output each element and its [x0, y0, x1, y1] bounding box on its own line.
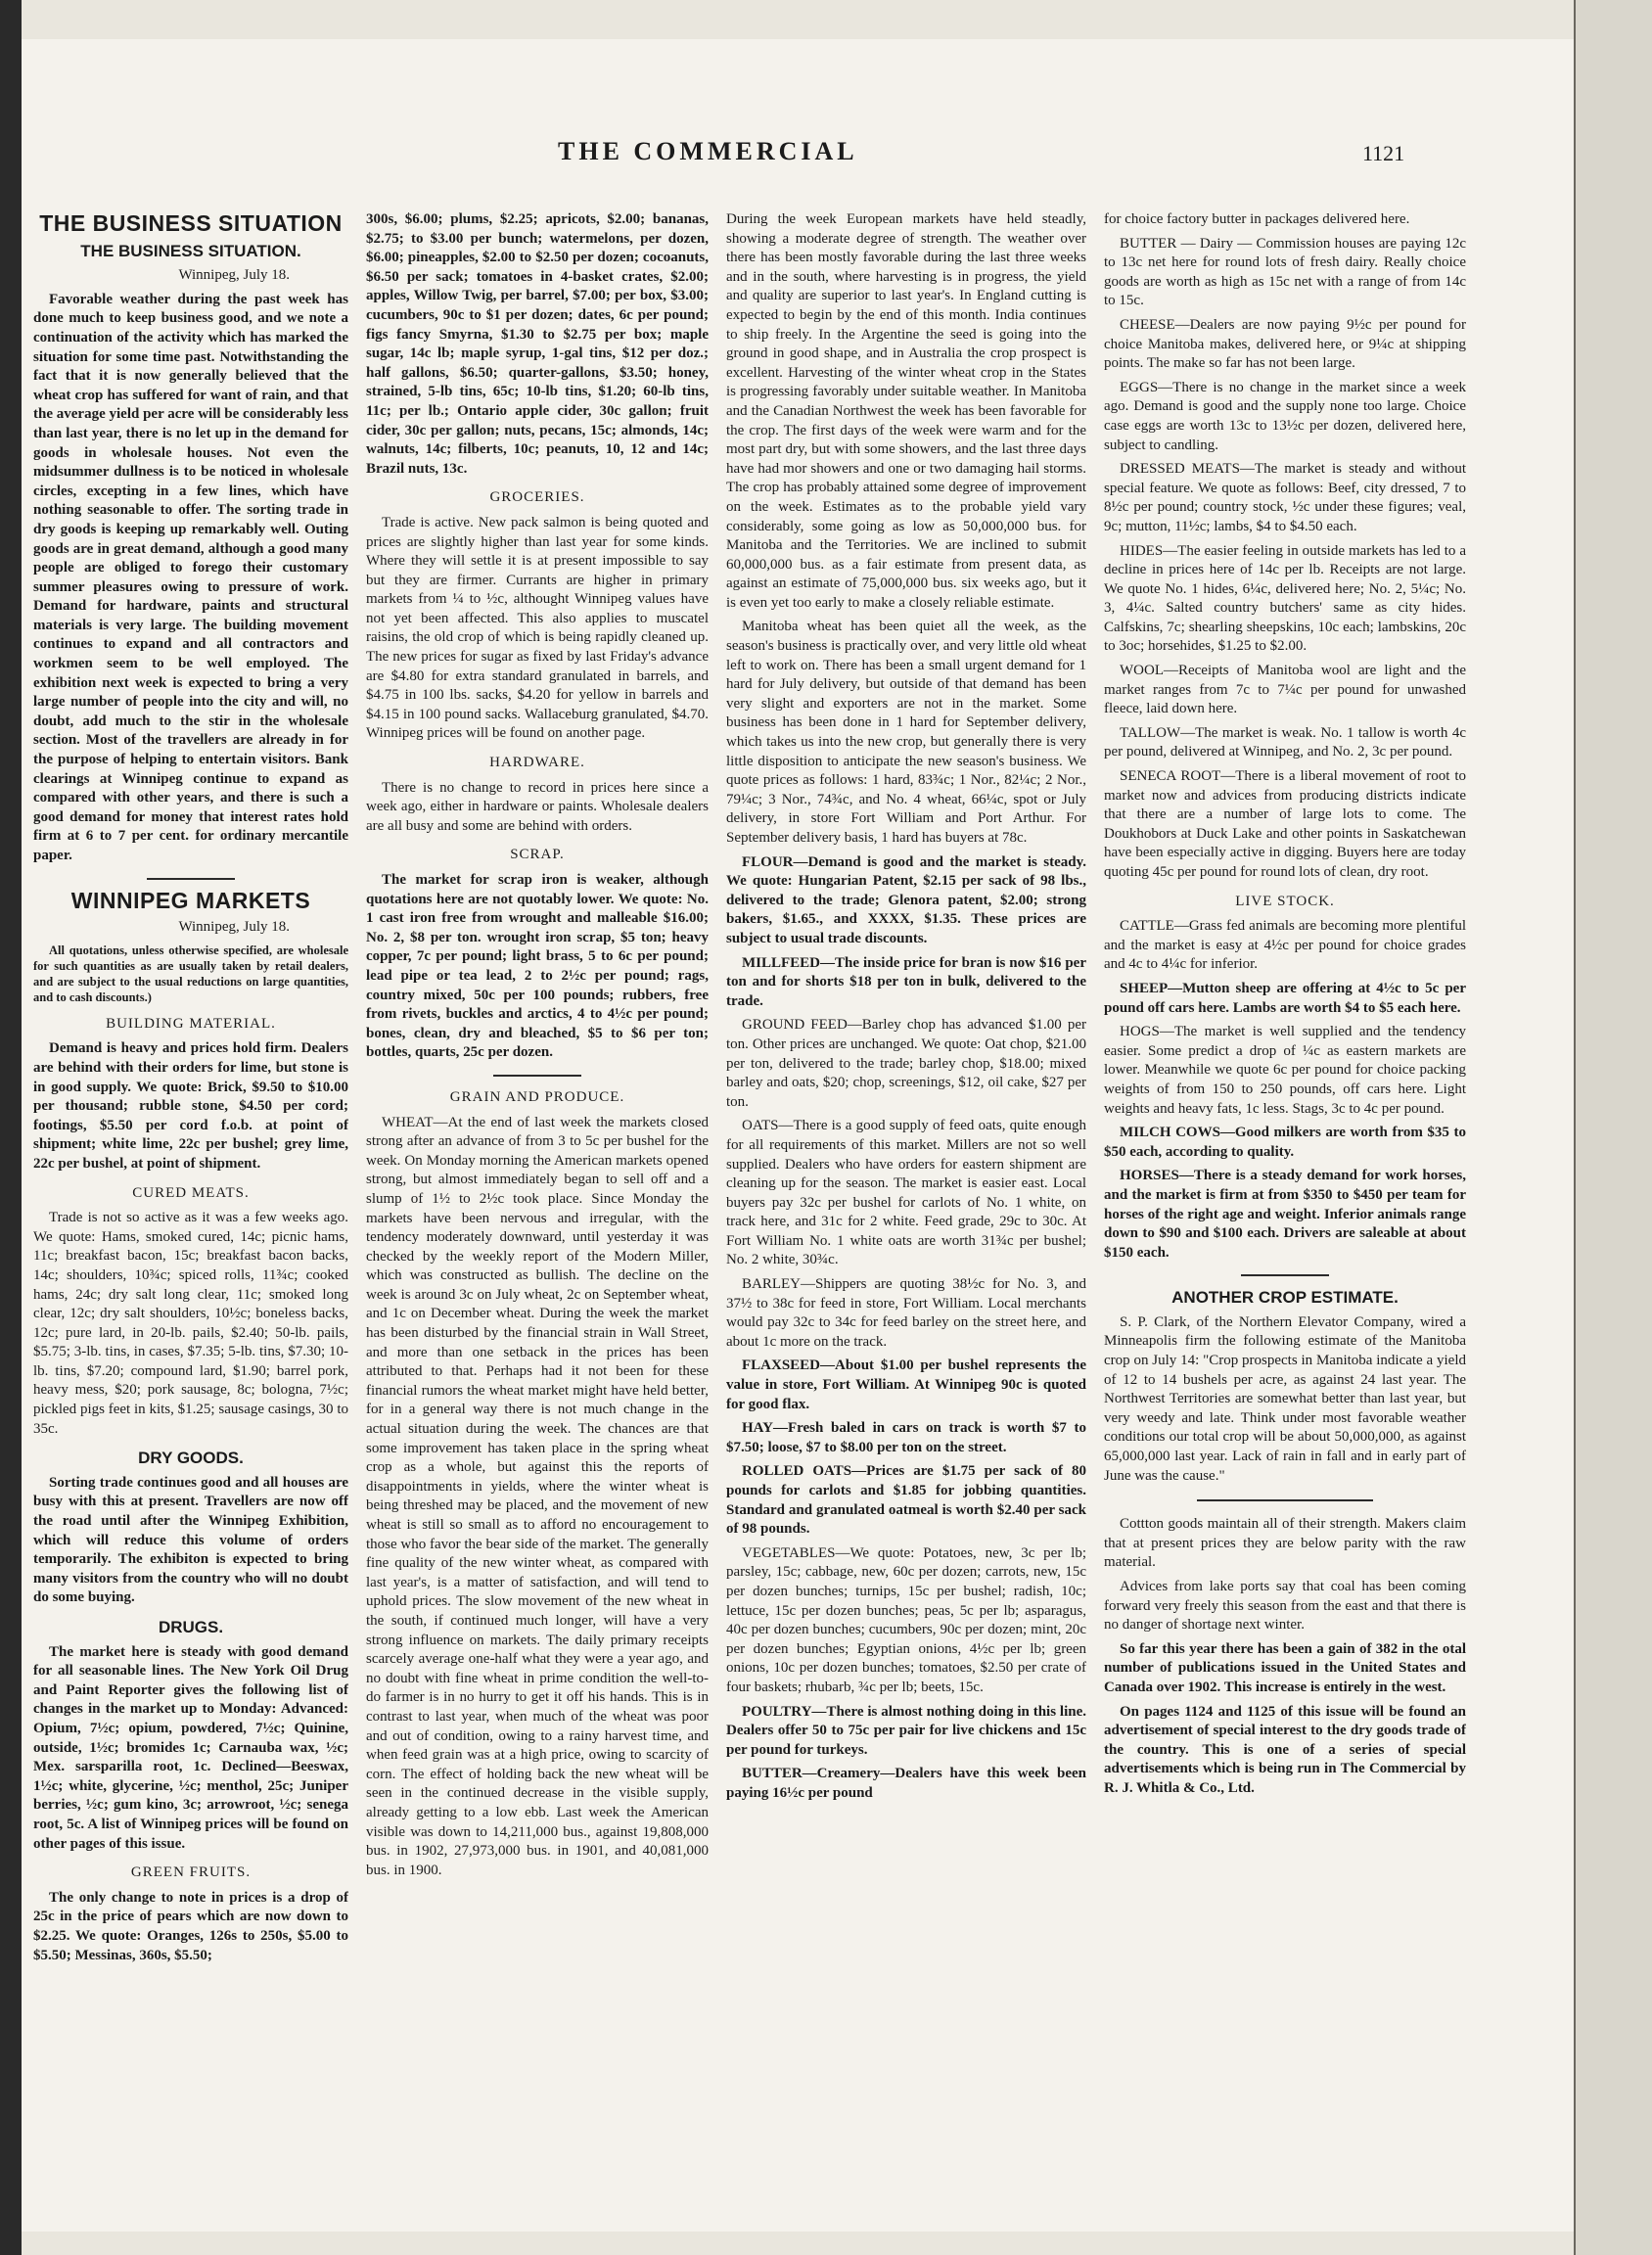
divider [1197, 1499, 1373, 1501]
article-paragraph: The only change to note in prices is a drop of 25c in the price of pears which are now down to $2.25. We quote: Oranges, 126s to 250s, $5.00 to $5.50; Messinas, 360s, $5.50; [33, 1889, 348, 1963]
subheading-building-material: BUILDING MATERIAL. [106, 1015, 276, 1032]
divider [493, 1075, 581, 1077]
article-paragraph: WHEAT—At the end of last week the markets closed strong after an advance of from 3 to 5c per bushel for the week. On Monday morning the American markets opened strong, but almost immediately began to sell off and a slump of 1½ to 2½c took place. Since Monday the markets have been nervous and irregular, with the tendency moderately downward, until yesterday it was checked by the weekly report of the Modern Miller, which was constructed as bullish. The decline on the week is around 3c on July wheat, 2c on September wheat, and 1c on December wheat. During the week the market has been disturbed by the financial strain in Wall Street, and more than one setback in the prices has been attributed to that. Perhaps had it not been for these financial rumors the wheat market might have held better, for in a general way there is not much change in the actual situation during the week. The chances are that some improvement has taken place in the spring wheat crop as a whole, but against this the reports of disappointments in yields, where the winter wheat is being threshed may be placed, and the movement of new wheat is still so small as to afford no encouragement to those who favor the bear side of the market. The generally fine quality of the new winter wheat, as compared with last year's, is a matter of satisfaction, and will tend to uphold prices. The slow movement of the new wheat in the south, if continued much longer, will have a very strong influence on markets. The daily primary receipts scarcely average one-half what they were a year ago, and no doubt with fine wheat in prime condition the well-to-do farmer is in no hurry to get it off his hands. This is in contrast to last year, when much of the wheat was poor and out of condition, owing to a rainy harvest time, and when feed grain was at a high price, owing to scarcity of corn. The effect of holding back the new wheat will be seen in the continued decrease in the visible supply, already getting to a low ebb. Last week the American visible was down to 14,211,000 bus., against 19,808,000 bus. in 1902, 27,973,000 bus. in 1901, and 40,081,000 bus. in 1900. [366, 1114, 709, 1878]
article-paragraph: BUTTER—Creamery—Dealers have this week been paying 16½c per pound [726, 1766, 1086, 1801]
article-paragraph: CATTLE—Grass fed animals are becoming more plentiful and the market is easy at 4½c per pound for choice grades and 4c to 4¼c for inferior. [1104, 918, 1466, 973]
article-paragraph: BARLEY—Shippers are quoting 38½c for No. 3, and 37½ to 38c for feed in store, Fort William. Local merchants would pay 32c to 34c for feed barley on the street here, and about 1c more on the track. [726, 1276, 1086, 1350]
article-paragraph: HIDES—The easier feeling in outside markets has led to a decline in prices here of 14c per lb. Receipts are not large. We quote No. 1 hides, 6¼c, delivered here; No. 2, 5¼c; No. 3, 4¼c. Salted country butchers' same as city hides. Calfskins, 7c; shearling sheepskins, 10c each; lambskins, 20c to 3oc; horsehides, $1.25 to $2.00. [1104, 542, 1466, 655]
column-4 [1104, 210, 1466, 2212]
article-paragraph: ROLLED OATS—Prices are $1.75 per sack of 80 pounds for carlots and $1.85 for jobbing quantities. Standard and granulated oatmeal is worth $2.40 per sack of 98 pounds. [726, 1463, 1086, 1538]
subheading-drugs: DRUGS. [158, 1618, 224, 1636]
subheading-scrap: SCRAP. [510, 847, 565, 863]
divider [1241, 1274, 1329, 1276]
article-paragraph: 300s, $6.00; plums, $2.25; apricots, $2.00; bananas, $2.75; to $3.00 per bunch; watermelons, per dozen, $6.00; pineapples, $2.00 to $2.50 per dozen; cocoanuts, $6.50 per sack; tomatoes in 4-basket crates, $2.00; apples, Willow Twig, per barrel, $7.00; per box, $3.00; cucumbers, 90c to $1 per dozen; dates, 6c per pound; figs fancy Smyrna, $1.30 to $2.75 per box; maple sugar, 14c lb; maple syrup, 1-gal tins, $12 per doz.; half gallons, $6.50; quarter-gallons, $3.50; honey, strained, 5-lb tins, 65c; 10-lb tins, $1.20; 60-lb tins, 11c; per lb.; Ontario apple cider, 30c gallon; fruit cider, 30c per gallon; nuts, pecans, 15c; almonds, 14c; walnuts, 14c; filberts, 10c; peanuts, 10, 12 and 14c; Brazil nuts, 13c. [366, 211, 709, 477]
scanned-page-edge [0, 0, 22, 2255]
article-paragraph: On pages 1124 and 1125 of this issue will be found an advertisement of special interest to the dry goods trade of the country. This is one of a series of special advertisements which is being run in The Commercial by R. J. Whitla & Co., Ltd. [1104, 1703, 1466, 1796]
page-number: 1121 [1362, 141, 1405, 165]
article-paragraph: POULTRY—There is almost nothing doing in this line. Dealers offer 50 to 75c per pair for live chickens and 15c per pound for turkeys. [726, 1703, 1086, 1758]
article-paragraph: The market here is steady with good demand for all seasonable lines. The New York Oil Drug and Paint Reporter gives the following list of changes in the market up to Monday: Advanced: Opium, 7½c; opium, powdered, 7½c; Quinine, outside, 1½c; bromides 1c; Carnauba wax, ½c; Mex. sarsparilla root, 1c. Declined—Beeswax, 1½c; white, glycerine, ½c; menthol, 25c; Juniper berries, ½c; gum kino, 3c; arrowroot, ½c; senega root, 5c. A list of Winnipeg prices will be found on other pages of this issue. [33, 1643, 348, 1852]
article-paragraph: FLOUR—Demand is good and the market is steady. We quote: Hungarian Patent, $2.15 per sack of 98 lbs., delivered to the trade; Glenora patent, $2.00; strong bakers, $1.65., and XXXX, $1.35. These prices are subject to usual trade discounts. [726, 853, 1086, 946]
dateline: Winnipeg, July 18. [178, 267, 290, 284]
divider [147, 878, 235, 880]
column-1 [33, 210, 348, 2212]
article-paragraph: Cottton goods maintain all of their strength. Makers claim that at present prices they are below parity with the raw material. [1104, 1516, 1466, 1571]
quotation-note: All quotations, unless otherwise specified, are wholesale for such quantities as are usually taken by retail dealers, and are subject to the usual reductions on large quantities, and to cash discounts.) [33, 943, 348, 1004]
subheading-cured-meats: CURED MEATS. [132, 1184, 250, 1201]
column-2 [366, 210, 709, 2212]
article-paragraph: EGGS—There is no change in the market since a week ago. Demand is good and the supply none too large. Choice case eggs are worth 13c to 13½c per dozen, delivered here, subject to candling. [1104, 379, 1466, 453]
article-paragraph: CHEESE—Dealers are now paying 9½c per pound for choice Manitoba makes, delivered here, or 9¼c at shipping points. The make so far has not been large. [1104, 316, 1466, 372]
subheading-dry-goods: DRY GOODS. [138, 1449, 244, 1468]
running-header [22, 137, 1574, 176]
column-3 [726, 210, 1086, 2212]
section-heading-business: THE BUSINESS SITUATION [39, 210, 343, 236]
section-heading-markets: WINNIPEG MARKETS [70, 887, 311, 913]
article-paragraph: FLAXSEED—About $1.00 per bushel represents the value in store, Fort William. At Winnipeg 90c is quoted for good flax. [726, 1358, 1086, 1412]
publication-title: THE COMMERCIAL [558, 137, 858, 165]
article-paragraph: for choice factory butter in packages delivered here. [1104, 211, 1410, 227]
binding-margin [1574, 0, 1652, 2255]
newspaper-page [22, 39, 1574, 2232]
article-paragraph: SHEEP—Mutton sheep are offering at 4½c to 5c per pound off cars here. Lambs are worth $4 to $5 each here. [1104, 980, 1466, 1016]
subheading-live-stock: LIVE STOCK. [1235, 893, 1335, 909]
article-paragraph: GROUND FEED—Barley chop has advanced $1.00 per ton. Other prices are unchanged. We quote: Oat chop, $21.00 per ton, delivered to the trade; barley chop, $18.00; mixed barley and oats, $20; chop, screenings, $12, oil cake, $27 per ton. [726, 1017, 1086, 1110]
article-paragraph: Manitoba wheat has been quiet all the week, as the season's business is practically over, and very little old wheat left to work on. There has been a small urgent demand for 1 hard for July delivery, but outside of that demand has been very slight and exporters are not in the market. Some business has been done in 1 hard for September delivery, which takes us into the new crop, but generally there is very little disposition to anticipate the new season's business. We quote prices as follows: 1 hard, 83¾c; 1 Nor., 82¼c; 2 Nor., 79¼c; 3 Nor., 74¾c, and No. 4 wheat, 66¼c, spot or July delivery, in store Fort William and Port Arthur. For September delivery basis, 1 hard has buyers at 78c. [726, 619, 1086, 846]
article-paragraph: DRESSED MEATS—The market is steady and without special feature. We quote as follows: Beef, city dressed, 7 to 8½c per pound; country stock, ½c under these figures; veal, 9c; mutton, 11½c; lambs, $4 to $4.50 each. [1104, 461, 1466, 534]
subheading-green-fruits: GREEN FRUITS. [130, 1864, 252, 1881]
subheading-grain-produce: GRAIN AND PRODUCE. [449, 1088, 625, 1105]
article-paragraph: Favorable weather during the past week has done much to keep business good, and we note a continuation of the activity which has marked the situation for some time past. Notwithstanding the fact that it is now generally believed that the wheat crop has suffered for want of rain, and that the average yield per acre will be considerably less than last year, there is no let up in the demand for goods in wholesale houses. Not even the midsummer dullness is to be noticed in wholesale circles, excepting in a few lines, which have nothing seasonable to offer. The sorting trade in dry goods is keeping up remarkably well. Outing goods are in great demand, although a good many people are obliged to forego their customary summer pleasures owing to pressure of work. Demand for hardware, paints and structural materials is very large. The building movement continues to expand and all contractors and workmen seem to be well employed. The exhibition next week is expected to bring a very large number of people into the city and will, no doubt, add much to the stir in the wholesale section. Most of the travellers are already in for the purpose of helping to entertain visitors. Bank clearings at Winnipeg continue to expand as compared with other years, and there is such a good demand for money that interest rates hold firm at 6 to 7 per cent. for ordinary mercantile paper. [33, 291, 348, 863]
dateline: Winnipeg, July 18. [178, 919, 290, 936]
article-paragraph: MILLFEED—The inside price for bran is now $16 per ton and for shorts $18 per ton in bulk, delivered to the trade. [726, 954, 1086, 1009]
article-paragraph: SENECA ROOT—There is a liberal movement of root to market now and advices from producing districts indicate that there are a number of large lots to come. The Doukhobors at Duck Lake and other points in Saskatchewan have been especially active in digging. Buyers here are today quoting 45c per pound for round lots of clean, dry root. [1104, 768, 1466, 880]
article-paragraph: S. P. Clark, of the Northern Elevator Company, wired a Minneapolis firm the following estimate of the Manitoba crop on July 14: "Crop prospects in Manitoba indicate a yield of 12 to 14 bushels per acre, as against 24 last year. The Northwest Territories are somewhat better than last year, but very weedy and late. Think under most favorable weather conditions our total crop will be about 50,000,000, as against 65,000,000 last year. Lack of rain in fall and in early part of June was the cause." [1104, 1313, 1466, 1484]
article-paragraph: WOOL—Receipts of Manitoba wool are light and the market ranges from 7c to 7¼c per pound for unwashed fleece, laid down here. [1104, 663, 1466, 717]
article-paragraph: BUTTER — Dairy — Commission houses are paying 12c to 13c net here for round lots of fresh dairy. Really choice goods are worth as high as 15c net with a range of from 14c to 15c. [1104, 235, 1466, 309]
subheading-groceries: GROCERIES. [489, 489, 585, 506]
subheading-another-crop-estimate: ANOTHER CROP ESTIMATE. [1171, 1288, 1399, 1308]
article-paragraph: During the week European markets have held steadly, showing a moderate degree of strength. The weather over there has been mostly favorable during the last three weeks and in the south, where harvesting is in progress, the yield and quality are superior to last year's. In England cutting is expected to begin by the end of this month. India continues to ship freely. In the Argentine the seed is going into the ground in good shape, and in Australia the crop prospect is excellent. Harvesting of the winter wheat crop in the States is progressing favorably under suitable weather. In Manitoba and the Canadian Northwest the week has been favorable for the crop. The first days of the week were warm and for the most part dry, but with some showers, and the last three days have had mor showers and one or two damaging hail storms. The crop has probably attained some degree of improvement on the week. Estimates as to the probable yield vary considerably, some going as low as 50,000,000 bus. for Manitoba and the Territories. We are inclined to submit 60,000,000 bus. as a fair estimate from present data, as against an estimate of 75,000,000 bus. six weeks ago, but it is even yet too early to make a closely reliable estimate. [726, 211, 1086, 611]
article-paragraph: The market for scrap iron is weaker, although quotations here are not quotably lower. We quote: No. 1 cast iron free from wrought and malleable $16.00; No. 2, $8 per ton. wrought iron scrap, $5 ton; heavy copper, 7c per pound; light brass, 5 to 6c per pound; lead pipe or tea lead, 2 to 2½c per pound; rags, country mixed, 50c per 100 pounds; rubbers, free from rivets, buckles and arctics, 4 to 4½c per pound; bones, clean, dry and bleached, $5 to $6 per ton; bottles, quarts, 25c per dozen. [366, 872, 709, 1061]
article-paragraph: OATS—There is a good supply of feed oats, quite enough for all requirements of this market. Millers are not so well supplied. Dealers who have orders for eastern shipment are cleaning up for the season. The market is easier east. Local buyers pay 32c per bushel for carlots of No. 1 white, on track here, and 31c for 2 white. Feed grade, 29c to 30c. At Fort William No. 1 white oats are worth 31¾c per bushel; No. 2 white, 30¾c. [726, 1118, 1086, 1268]
article-paragraph: So far this year there has been a gain of 382 in the otal number of publications issued in the United States and Canada over 1902. This increase is entirely in the west. [1104, 1640, 1466, 1695]
subheading-hardware: HARDWARE. [489, 755, 585, 771]
article-paragraph: HOGS—The market is well supplied and the tendency easier. Some predict a drop of ¼c as eastern markets are lower. Meanwhile we quote 6c per pound for choice packing weights of from 150 to 250 pounds, off cars here. Light weights and heavy fats, 1c less. Stags, 3c to 4c per pound. [1104, 1024, 1466, 1117]
article-paragraph: There is no change to record in prices here since a week ago, either in hardware or paints. Wholesale dealers are all busy and some are behind with orders. [366, 779, 709, 834]
article-paragraph: MILCH COWS—Good milkers are worth from $35 to $50 each, according to quality. [1104, 1125, 1466, 1160]
article-paragraph: Advices from lake ports say that coal has been coming forward very freely this season from the east and that there is no danger of shortage next winter. [1104, 1579, 1466, 1634]
article-paragraph: Demand is heavy and prices hold firm. Dealers are behind with their orders for lime, but stone is in good supply. We quote: Brick, $9.50 to $10.00 per thousand; rubble stone, $4.50 per cord; footings, $5.50 per cord f.o.b. at point of shipment; white lime, 22c per bushel; grey lime, 22c per bushel, at point of shipment. [33, 1040, 348, 1172]
article-paragraph: Trade is active. New pack salmon is being quoted and prices are slightly higher than last year for some kinds. Where they will settle it is at present impossible to say but they are firmer. Currants are higher in primary markets from ¼ to ½c, althought Winnipeg values have not yet been affected. This also applies to muscatel raisins, the old crop of which is being rapidly cleaned up. The new prices for sugar as fixed by last Friday's advance are $4.80 for extra standard granulated in barrels, and $4.75 in 100 lbs. sacks, $4.20 for yellow in barrels and $4.15 in 100 pound sacks. Wallaceburg granulated, $4.70. Winnipeg prices will be found on another page. [366, 514, 709, 742]
subheading-business: THE BUSINESS SITUATION. [80, 241, 301, 260]
article-paragraph: HORSES—There is a steady demand for work horses, and the market is firm at from $350 to $450 per team for horses of the right age and weight. Inferior animals range down to $90 and $100 each. Drivers are saleable at about $150 each. [1104, 1168, 1466, 1261]
article-paragraph: Sorting trade continues good and all houses are busy with this at present. Travellers are now off the road until after the Winnipeg Exhibition, which will reduce this volume of orders temporarily. The exhibiton is expected to bring many visitors from the country who will no doubt do some buying. [33, 1474, 348, 1606]
article-paragraph: TALLOW—The market is weak. No. 1 tallow is worth 4c per pound, delivered at Winnipeg, and No. 2, 3c per pound. [1104, 724, 1466, 760]
article-paragraph: Trade is not so active as it was a few weeks ago. We quote: Hams, smoked cured, 14c; picnic hams, 11c; breakfast bacon, 15c; breakfast bacon backs, 14c; shoulders, 10¾c; spiced rolls, 11¾c; cooked hams, 24c; dry salt long clear, 11c; smoked long clear, 12c; dry salt shoulders, 10½c; boneless backs, 12c; pure lard, in 20-lb. pails, $2.40; 50-lb. pails, $5.75; 3-lb. tins, in cases, $7.35; 5-lb. tins, $7.30; 10-lb. tins, $7.20; compound lard, $1.90; barrel pork, heavy mess, $20; pork sausage, 8c; bologna, 7½c; pickled pigs feet in kits, $1.25; sausage casings, 30 to 35c. [33, 1210, 348, 1437]
article-paragraph: HAY—Fresh baled in cars on track is worth $7 to $7.50; loose, $7 to $8.00 per ton on the street. [726, 1420, 1086, 1455]
article-paragraph: VEGETABLES—We quote: Potatoes, new, 3c per lb; parsley, 15c; cabbage, new, 60c per dozen; carrots, new, 15c per dozen bunches; turnips, 15c per bushel; radish, 10c; lettuce, 15c per dozen bunches; peas, 5c per lb; asparagus, 40c per dozen bunches; cucumbers, 90c per dozen; mint, 20c per dozen bunches; Egyptian onions, 4½c per lb; green onions, 10c per dozen bunches; tomatoes, $2.50 per crate of four baskets; rhubarb, ¾c per lb; beets, 15c. [726, 1544, 1086, 1695]
